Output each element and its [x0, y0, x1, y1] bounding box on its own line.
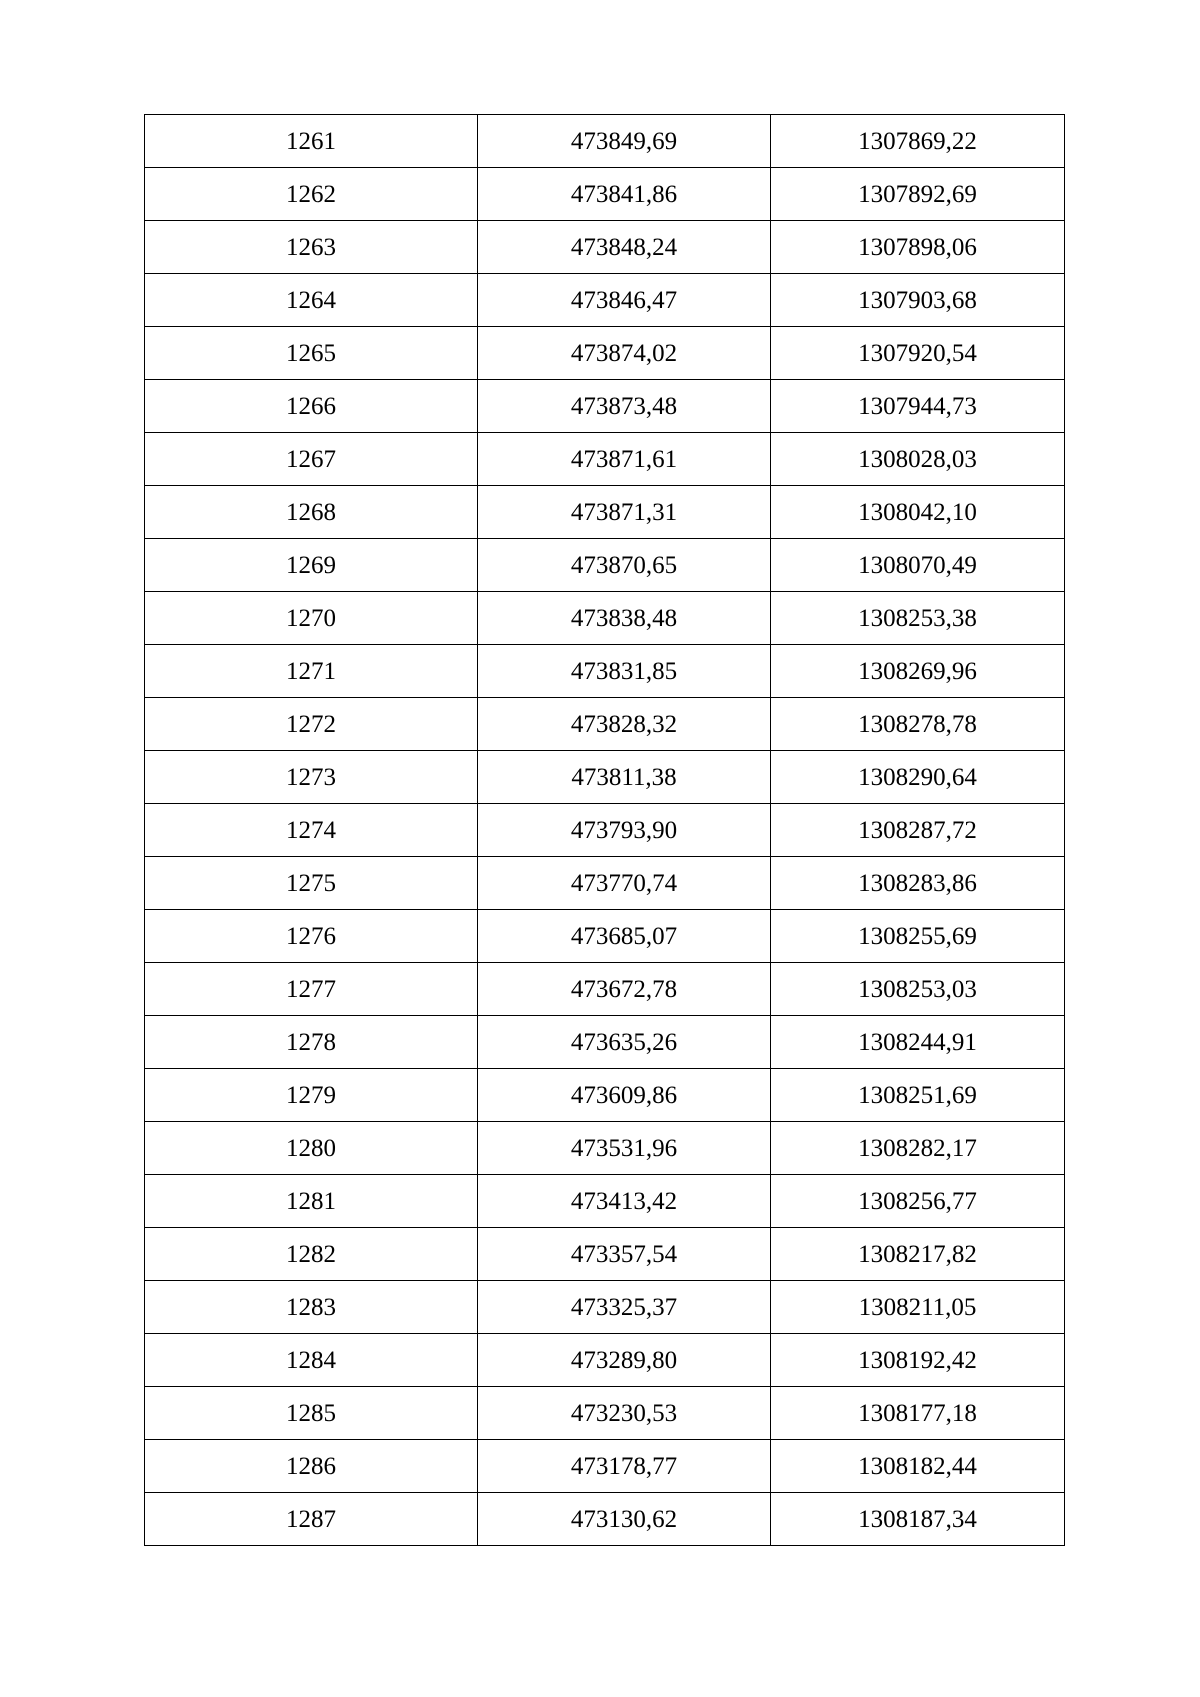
coordinates-table — [144, 114, 1065, 1546]
point-number-cell: 1265 — [145, 327, 478, 380]
x-coordinate-cell: 473870,65 — [478, 539, 771, 592]
table-row — [145, 1334, 1065, 1387]
table-row — [145, 539, 1065, 592]
x-coordinate-cell: 473325,37 — [478, 1281, 771, 1334]
point-number-cell: 1271 — [145, 645, 478, 698]
table-row — [145, 327, 1065, 380]
y-coordinate-cell: 1308282,17 — [771, 1122, 1065, 1175]
x-coordinate-cell: 473849,69 — [478, 115, 771, 168]
table-row — [145, 1228, 1065, 1281]
y-coordinate-cell: 1308187,34 — [771, 1493, 1065, 1546]
x-coordinate-cell: 473838,48 — [478, 592, 771, 645]
y-coordinate-cell: 1308255,69 — [771, 910, 1065, 963]
point-number-cell: 1272 — [145, 698, 478, 751]
x-coordinate-cell: 473828,32 — [478, 698, 771, 751]
point-number-cell: 1275 — [145, 857, 478, 910]
x-coordinate-cell: 473848,24 — [478, 221, 771, 274]
x-coordinate-cell: 473230,53 — [478, 1387, 771, 1440]
x-coordinate-cell: 473685,07 — [478, 910, 771, 963]
x-coordinate-cell: 473873,48 — [478, 380, 771, 433]
y-coordinate-cell: 1308177,18 — [771, 1387, 1065, 1440]
x-coordinate-cell: 473357,54 — [478, 1228, 771, 1281]
table-row — [145, 274, 1065, 327]
x-coordinate-cell: 473770,74 — [478, 857, 771, 910]
y-coordinate-cell: 1308042,10 — [771, 486, 1065, 539]
x-coordinate-cell: 473178,77 — [478, 1440, 771, 1493]
point-number-cell: 1282 — [145, 1228, 478, 1281]
table-row — [145, 1122, 1065, 1175]
point-number-cell: 1285 — [145, 1387, 478, 1440]
x-coordinate-cell: 473635,26 — [478, 1016, 771, 1069]
x-coordinate-cell: 473871,31 — [478, 486, 771, 539]
x-coordinate-cell: 473289,80 — [478, 1334, 771, 1387]
point-number-cell: 1279 — [145, 1069, 478, 1122]
y-coordinate-cell: 1308251,69 — [771, 1069, 1065, 1122]
y-coordinate-cell: 1308070,49 — [771, 539, 1065, 592]
x-coordinate-cell: 473672,78 — [478, 963, 771, 1016]
point-number-cell: 1264 — [145, 274, 478, 327]
coordinates-table-body — [145, 115, 1065, 1546]
table-row — [145, 963, 1065, 1016]
point-number-cell: 1267 — [145, 433, 478, 486]
y-coordinate-cell: 1308269,96 — [771, 645, 1065, 698]
x-coordinate-cell: 473831,85 — [478, 645, 771, 698]
y-coordinate-cell: 1308211,05 — [771, 1281, 1065, 1334]
x-coordinate-cell: 473874,02 — [478, 327, 771, 380]
table-row — [145, 168, 1065, 221]
point-number-cell: 1286 — [145, 1440, 478, 1493]
y-coordinate-cell: 1308253,38 — [771, 592, 1065, 645]
y-coordinate-cell: 1307892,69 — [771, 168, 1065, 221]
table-row — [145, 1387, 1065, 1440]
point-number-cell: 1268 — [145, 486, 478, 539]
point-number-cell: 1262 — [145, 168, 478, 221]
y-coordinate-cell: 1308182,44 — [771, 1440, 1065, 1493]
point-number-cell: 1284 — [145, 1334, 478, 1387]
x-coordinate-cell: 473609,86 — [478, 1069, 771, 1122]
table-row — [145, 1016, 1065, 1069]
point-number-cell: 1283 — [145, 1281, 478, 1334]
point-number-cell: 1273 — [145, 751, 478, 804]
point-number-cell: 1277 — [145, 963, 478, 1016]
table-row — [145, 751, 1065, 804]
table-row — [145, 592, 1065, 645]
y-coordinate-cell: 1307898,06 — [771, 221, 1065, 274]
table-row — [145, 1493, 1065, 1546]
table-row — [145, 115, 1065, 168]
y-coordinate-cell: 1308278,78 — [771, 698, 1065, 751]
y-coordinate-cell: 1308028,03 — [771, 433, 1065, 486]
point-number-cell: 1280 — [145, 1122, 478, 1175]
x-coordinate-cell: 473413,42 — [478, 1175, 771, 1228]
table-row — [145, 380, 1065, 433]
y-coordinate-cell: 1308290,64 — [771, 751, 1065, 804]
y-coordinate-cell: 1307920,54 — [771, 327, 1065, 380]
y-coordinate-cell: 1308287,72 — [771, 804, 1065, 857]
table-row — [145, 910, 1065, 963]
point-number-cell: 1270 — [145, 592, 478, 645]
point-number-cell: 1269 — [145, 539, 478, 592]
x-coordinate-cell: 473846,47 — [478, 274, 771, 327]
point-number-cell: 1261 — [145, 115, 478, 168]
x-coordinate-cell: 473811,38 — [478, 751, 771, 804]
y-coordinate-cell: 1308217,82 — [771, 1228, 1065, 1281]
table-row — [145, 1281, 1065, 1334]
table-row — [145, 857, 1065, 910]
point-number-cell: 1278 — [145, 1016, 478, 1069]
table-row — [145, 804, 1065, 857]
y-coordinate-cell: 1308253,03 — [771, 963, 1065, 1016]
table-row — [145, 1440, 1065, 1493]
table-row — [145, 1175, 1065, 1228]
table-row — [145, 698, 1065, 751]
y-coordinate-cell: 1307944,73 — [771, 380, 1065, 433]
y-coordinate-cell: 1307903,68 — [771, 274, 1065, 327]
x-coordinate-cell: 473871,61 — [478, 433, 771, 486]
point-number-cell: 1274 — [145, 804, 478, 857]
y-coordinate-cell: 1308244,91 — [771, 1016, 1065, 1069]
y-coordinate-cell: 1308192,42 — [771, 1334, 1065, 1387]
point-number-cell: 1276 — [145, 910, 478, 963]
y-coordinate-cell: 1308256,77 — [771, 1175, 1065, 1228]
table-row — [145, 1069, 1065, 1122]
table-row — [145, 221, 1065, 274]
x-coordinate-cell: 473130,62 — [478, 1493, 771, 1546]
y-coordinate-cell: 1308283,86 — [771, 857, 1065, 910]
point-number-cell: 1281 — [145, 1175, 478, 1228]
point-number-cell: 1263 — [145, 221, 478, 274]
point-number-cell: 1287 — [145, 1493, 478, 1546]
point-number-cell: 1266 — [145, 380, 478, 433]
table-row — [145, 433, 1065, 486]
table-row — [145, 486, 1065, 539]
x-coordinate-cell: 473841,86 — [478, 168, 771, 221]
x-coordinate-cell: 473531,96 — [478, 1122, 771, 1175]
x-coordinate-cell: 473793,90 — [478, 804, 771, 857]
y-coordinate-cell: 1307869,22 — [771, 115, 1065, 168]
table-row — [145, 645, 1065, 698]
